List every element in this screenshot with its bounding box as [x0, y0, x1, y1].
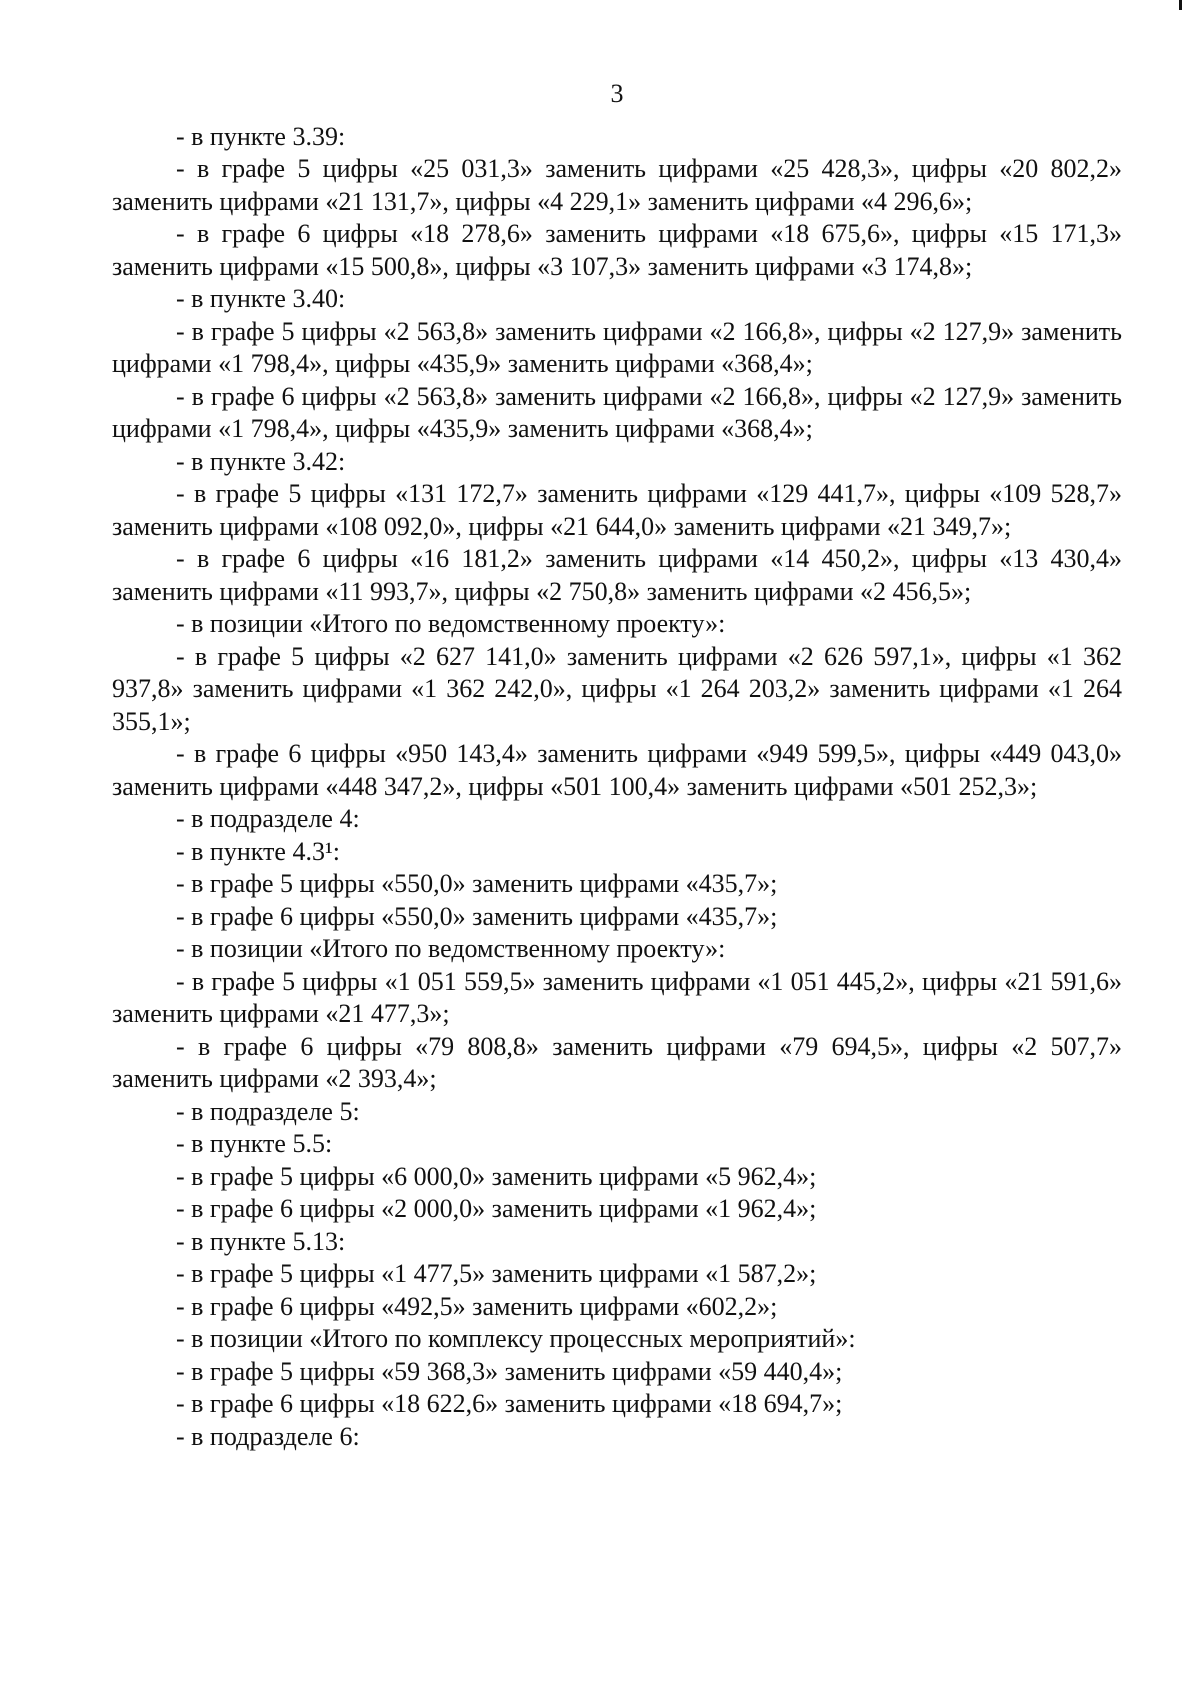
- paragraph: - в графе 5 цифры «2 563,8» заменить цифрами «2 166,8», цифры «2 127,9» заменить цифрами «1 798,4», цифры «435,9» заменить цифрами «368,4»;: [112, 316, 1122, 378]
- paragraph: - в позиции «Итого по ведомственному проекту»:: [176, 609, 726, 638]
- paragraph: - в подразделе 6:: [176, 1421, 360, 1451]
- paragraph: - в графе 5 цифры «59 368,3» заменить цифрами «59 440,4»;: [176, 1356, 843, 1386]
- corner-mark: [1179, 0, 1182, 10]
- paragraph: - в позиции «Итого по комплексу процессных мероприятий»:: [176, 1324, 856, 1353]
- paragraph: - в графе 6 цифры «550,0» заменить цифрами «435,7»;: [176, 901, 778, 931]
- paragraph: - в графе 6 цифры «18 278,6» заменить цифрами «18 675,6», цифры «15 171,3» заменить цифрами «15 500,8», цифры «3 107,3» заменить цифрами «3 174,8»;: [112, 219, 1122, 281]
- paragraph: - в графе 6 цифры «2 000,0» заменить цифрами «1 962,4»;: [176, 1194, 817, 1223]
- paragraph: - в подразделе 5:: [176, 1096, 360, 1126]
- paragraph: - в пункте 3.42:: [176, 446, 346, 476]
- page-number: 3: [610, 79, 624, 108]
- paragraph: - в графе 6 цифры «950 143,4» заменить цифрами «949 599,5», цифры «449 043,0» заменить цифрами «448 347,2», цифры «501 100,4» заменить цифрами «501 252,3»;: [112, 739, 1122, 801]
- paragraph: - в подразделе 4:: [176, 804, 360, 833]
- paragraph: - в графе 5 цифры «25 031,3» заменить цифрами «25 428,3», цифры «20 802,2» заменить цифрами «21 131,7», цифры «4 229,1» заменить цифрами «4 296,6»;: [112, 154, 1122, 216]
- paragraph: - в пункте 5.5:: [176, 1129, 333, 1158]
- paragraph: - в пункте 4.3¹:: [176, 836, 340, 866]
- paragraph: - в графе 5 цифры «2 627 141,0» заменить цифрами «2 626 597,1», цифры «1 362 937,8» заменить цифрами «1 362 242,0», цифры «1 264 203,2» заменить цифрами «1 264 355,1»;: [112, 641, 1122, 736]
- paragraph: - в графе 5 цифры «550,0» заменить цифрами «435,7»;: [176, 869, 778, 898]
- paragraph: - в графе 6 цифры «492,5» заменить цифрами «602,2»;: [176, 1291, 778, 1321]
- document-body: [112, 121, 1122, 1454]
- paragraph: - в позиции «Итого по ведомственному проекту»:: [176, 934, 726, 963]
- paragraph: - в графе 5 цифры «131 172,7» заменить цифрами «129 441,7», цифры «109 528,7» заменить цифрами «108 092,0», цифры «21 644,0» заменить цифрами «21 349,7»;: [112, 479, 1122, 541]
- paragraph: - в пункте 3.40:: [176, 284, 346, 313]
- paragraph: - в графе 5 цифры «1 051 559,5» заменить цифрами «1 051 445,2», цифры «21 591,6» заменить цифрами «21 477,3»;: [112, 966, 1122, 1028]
- paragraph: - в графе 5 цифры «6 000,0» заменить цифрами «5 962,4»;: [176, 1161, 817, 1191]
- paragraph: - в пункте 5.13:: [176, 1226, 346, 1256]
- paragraph: - в графе 6 цифры «2 563,8» заменить цифрами «2 166,8», цифры «2 127,9» заменить цифрами «1 798,4», цифры «435,9» заменить цифрами «368,4»;: [112, 381, 1122, 443]
- paragraph: - в графе 6 цифры «79 808,8» заменить цифрами «79 694,5», цифры «2 507,7» заменить цифрами «2 393,4»;: [112, 1031, 1122, 1093]
- paragraph: - в графе 6 цифры «16 181,2» заменить цифрами «14 450,2», цифры «13 430,4» заменить цифрами «11 993,7», цифры «2 750,8» заменить цифрами «2 456,5»;: [112, 544, 1122, 606]
- paragraph: - в пункте 3.39:: [176, 121, 346, 151]
- paragraph: - в графе 5 цифры «1 477,5» заменить цифрами «1 587,2»;: [176, 1259, 817, 1288]
- paragraph: - в графе 6 цифры «18 622,6» заменить цифрами «18 694,7»;: [176, 1389, 843, 1418]
